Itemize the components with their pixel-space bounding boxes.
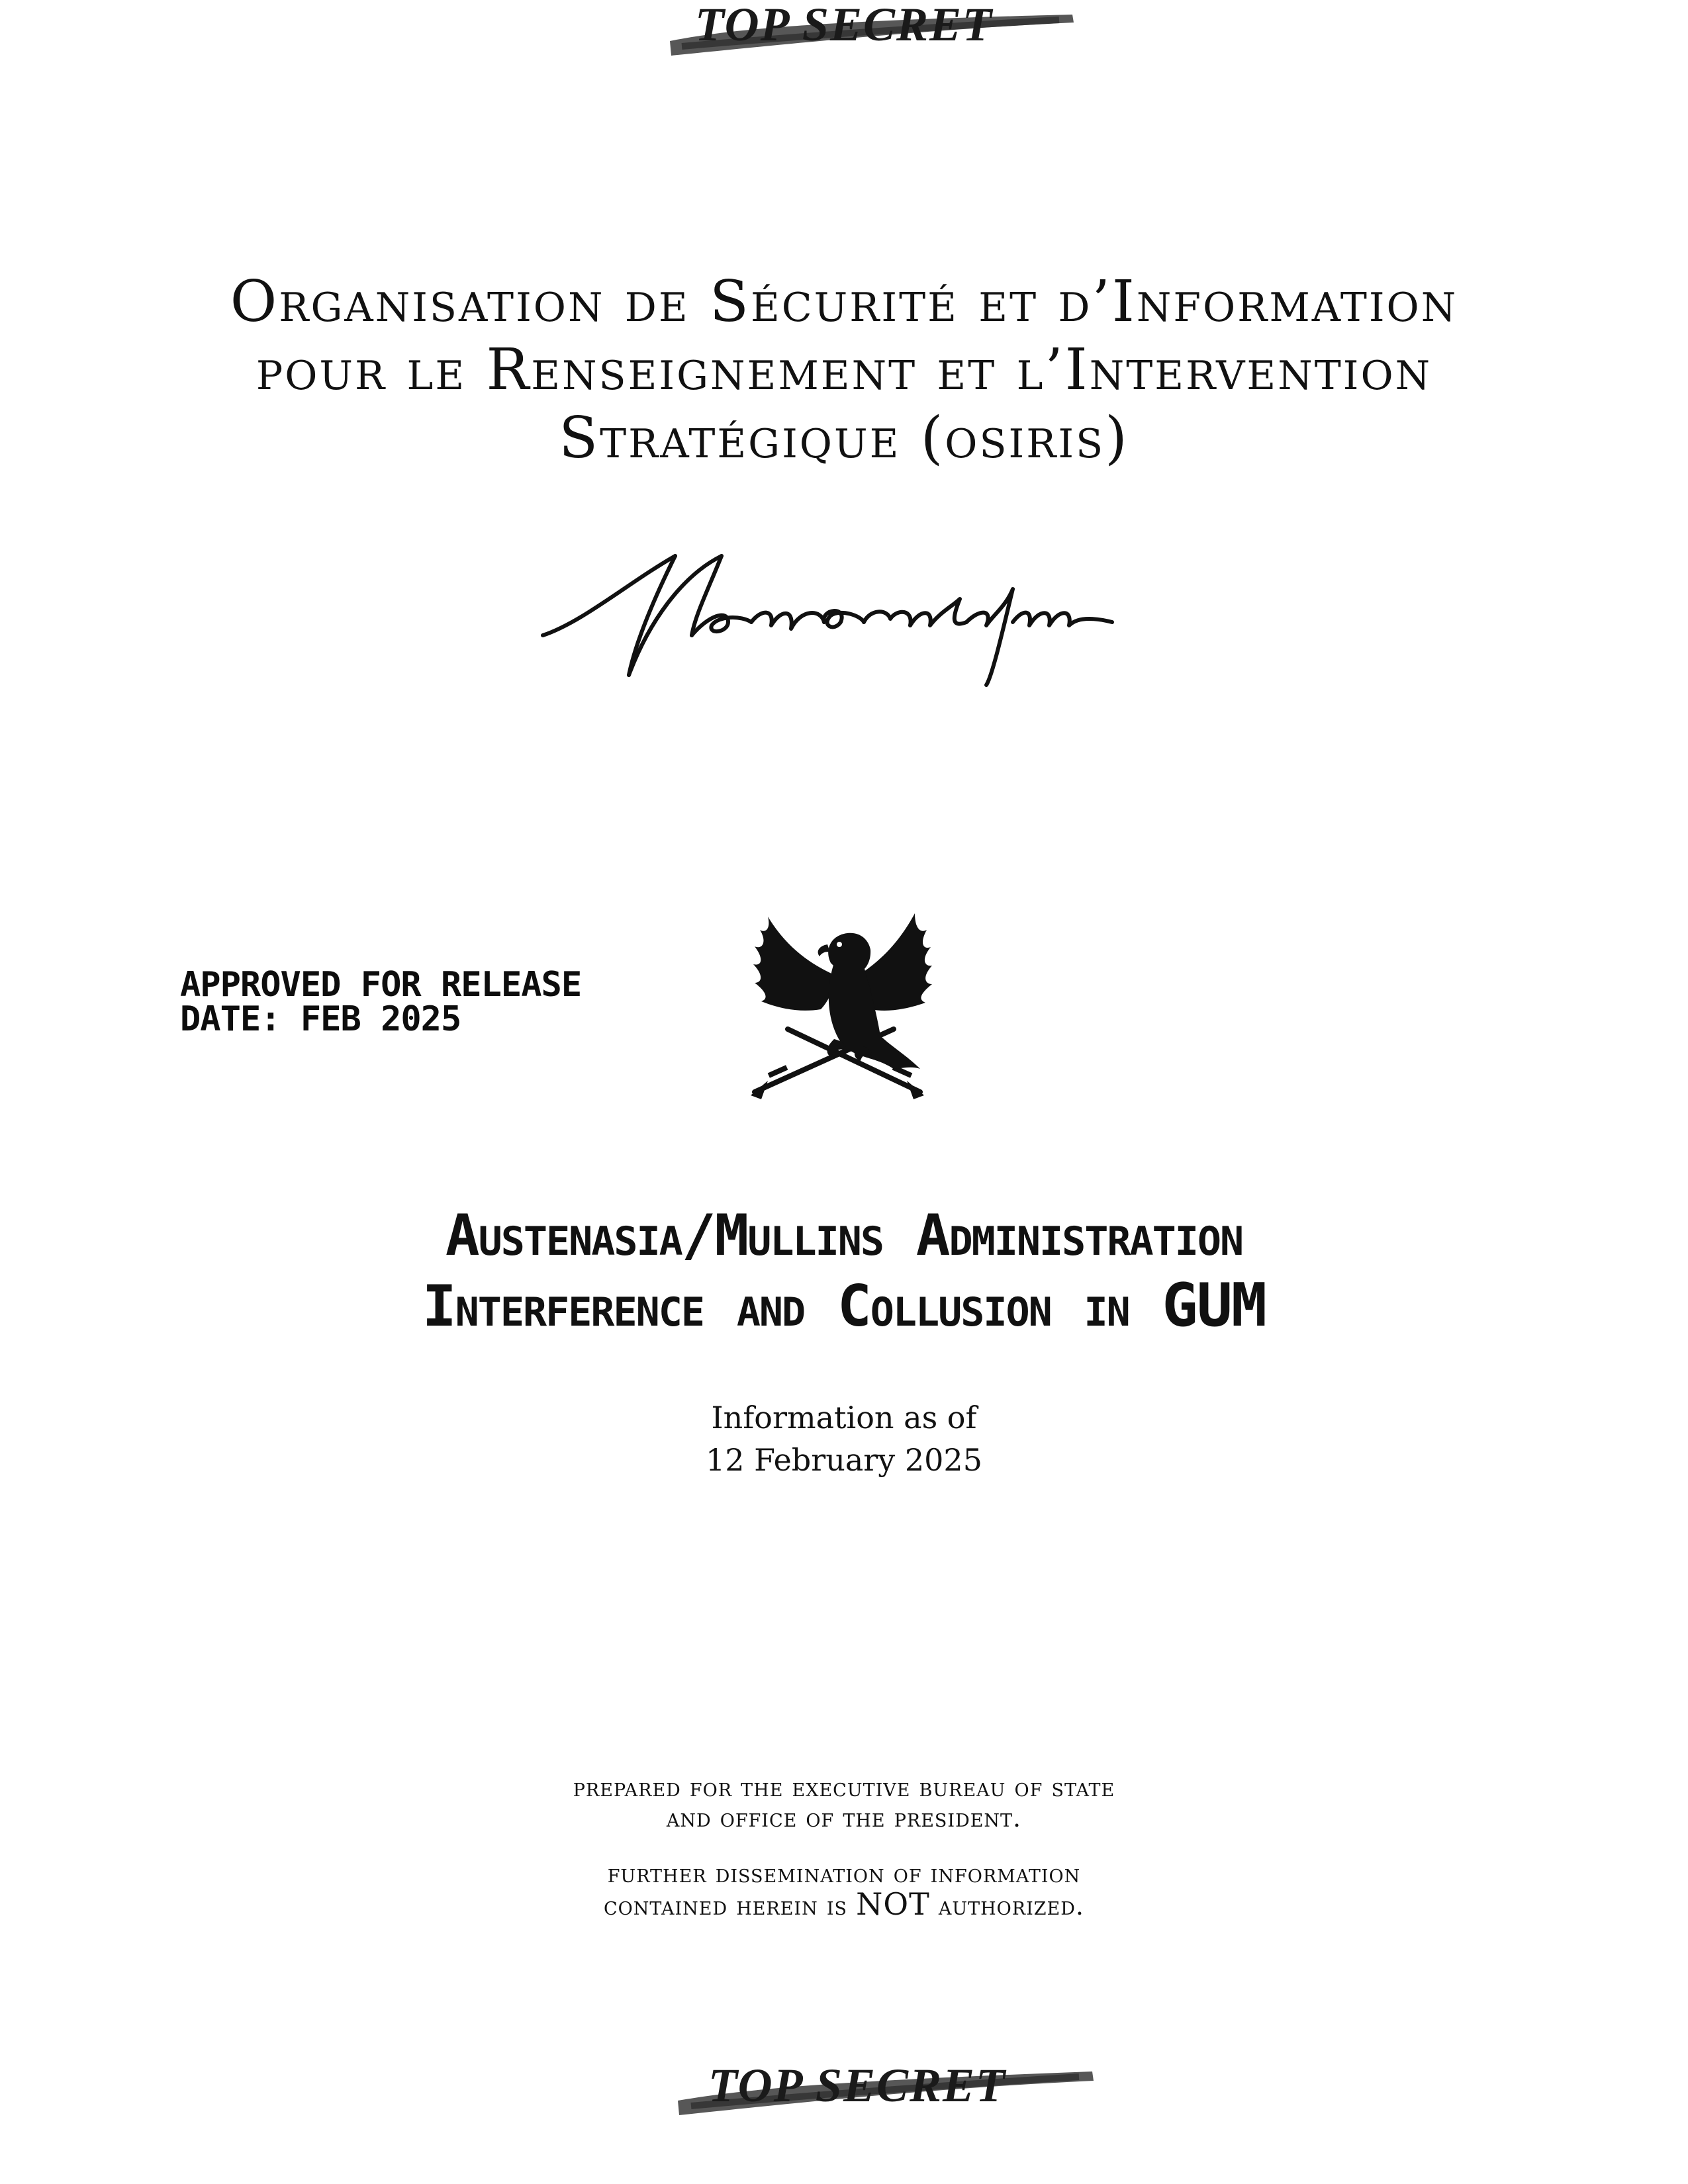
memo-subject-title [199, 1201, 1489, 1342]
subject-line-text: Interference and Collusion in [422, 1273, 1162, 1340]
classification-label: TOP SECRET [708, 2059, 1007, 2112]
note-line: and office of the president. [666, 1803, 1022, 1833]
organization-line: pour le Renseignement et l’Intervention [256, 337, 1432, 403]
dissemination-warning [331, 1858, 1357, 1921]
note-line: further dissemination of information [607, 1859, 1081, 1888]
stamp-line: DATE: FEB 2025 [180, 999, 461, 1039]
classification-banner-bottom [0, 2057, 1688, 2116]
as-of-date: 12 February 2025 [706, 1442, 982, 1478]
as-of-label: Information as of [711, 1400, 977, 1435]
note-line: prepared for the executive bureau of state [573, 1773, 1115, 1802]
note-text: authorized. [929, 1891, 1084, 1921]
memorandum-signature [530, 543, 1165, 691]
prepared-for-note [331, 1772, 1357, 1833]
stamp-line: APPROVED FOR RELEASE [180, 965, 582, 1005]
not-emphasis: NOT [856, 1886, 930, 1922]
organization-line: Stratégique (osiris) [559, 405, 1129, 471]
release-stamp [180, 965, 582, 1039]
note-line [331, 1886, 1357, 1922]
note-text: contained herein is [604, 1891, 857, 1921]
information-date [463, 1396, 1225, 1481]
subject-acronym: GUM [1162, 1271, 1266, 1340]
classification-banner-top [0, 0, 1688, 60]
eagle-with-crossed-swords-icon [741, 903, 940, 1111]
subject-line: Austenasia/Mullins Administration [445, 1203, 1243, 1269]
organization-line: Organisation de Sécurité et d’Information [230, 269, 1458, 335]
classification-label: TOP SECRET [694, 0, 994, 51]
organization-title [99, 268, 1589, 473]
subject-line [199, 1271, 1489, 1342]
